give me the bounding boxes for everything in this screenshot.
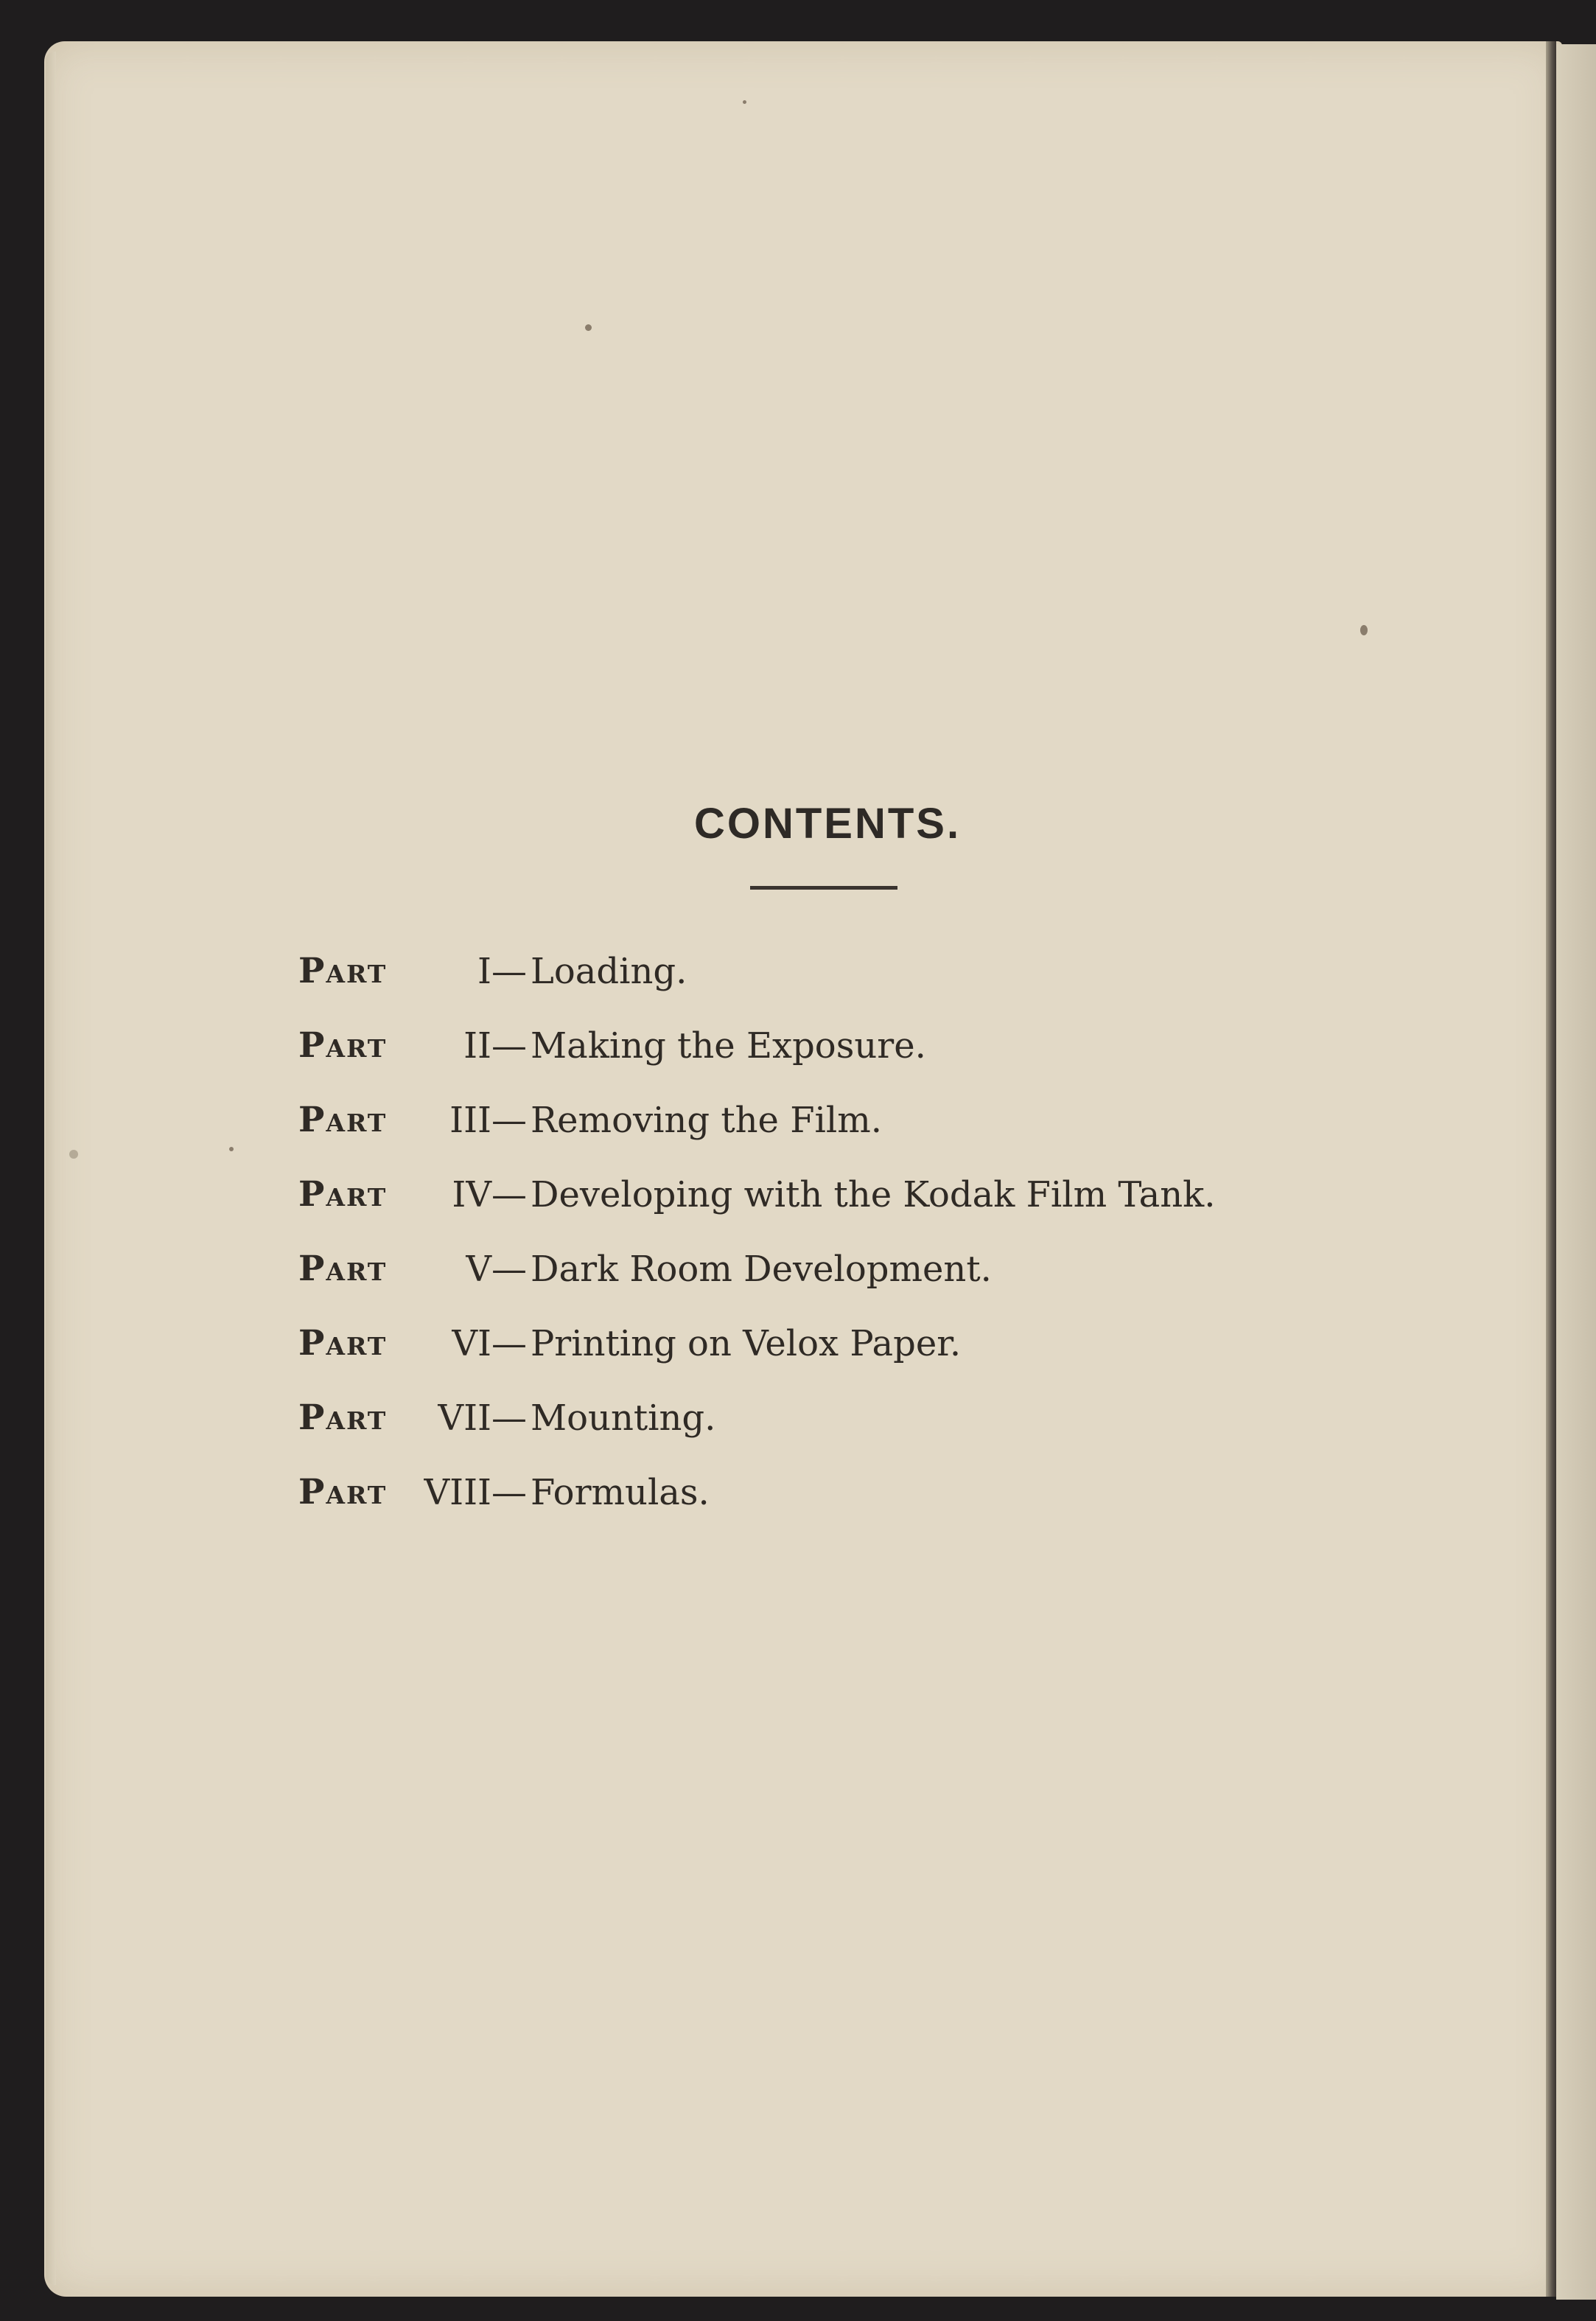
paper-speck — [69, 1150, 78, 1159]
toc-part-label: Part — [298, 1025, 388, 1066]
paper-speck — [585, 324, 592, 331]
toc-part-title: Formulas. — [531, 1472, 710, 1513]
toc-entry — [298, 1174, 1404, 1249]
toc-part-number: I— — [477, 951, 527, 992]
toc-part-label: Part — [298, 951, 388, 991]
toc-part-label: Part — [298, 1472, 388, 1512]
toc-part-title: Dark Room Development. — [531, 1249, 992, 1290]
table-of-contents — [298, 951, 1404, 1546]
toc-entry — [298, 951, 1404, 1025]
heading-rule — [750, 886, 897, 890]
toc-entry — [298, 1472, 1404, 1546]
toc-part-title: Loading. — [531, 951, 687, 992]
paper-speck — [229, 1147, 234, 1151]
book-gutter — [1546, 41, 1556, 2297]
toc-part-title: Removing the Film. — [531, 1100, 882, 1141]
paper-speck — [743, 100, 746, 104]
toc-part-number: VII— — [438, 1397, 527, 1439]
toc-part-label: Part — [298, 1323, 388, 1364]
paper-speck — [1360, 625, 1368, 635]
next-page-edge — [1556, 44, 1596, 2300]
toc-entry — [298, 1397, 1404, 1472]
toc-part-number: V— — [466, 1249, 527, 1290]
toc-part-label: Part — [298, 1174, 388, 1215]
toc-part-label: Part — [298, 1397, 388, 1438]
toc-entry — [298, 1323, 1404, 1397]
toc-part-number: IV— — [452, 1174, 527, 1215]
toc-part-label: Part — [298, 1100, 388, 1140]
toc-part-number: II— — [463, 1025, 527, 1067]
page-edge — [46, 52, 56, 2285]
toc-part-title: Making the Exposure. — [531, 1025, 926, 1067]
toc-part-number: III— — [449, 1100, 527, 1141]
toc-entry — [298, 1100, 1404, 1174]
toc-entry — [298, 1249, 1404, 1323]
toc-part-number: VI— — [452, 1323, 527, 1364]
toc-part-label: Part — [298, 1249, 388, 1289]
toc-part-title: Developing with the Kodak Film Tank. — [531, 1174, 1216, 1215]
toc-part-number: VIII— — [424, 1472, 527, 1513]
toc-part-title: Printing on Velox Paper. — [531, 1323, 962, 1364]
toc-entry — [298, 1025, 1404, 1100]
contents-heading: CONTENTS. — [693, 799, 962, 848]
toc-part-title: Mounting. — [531, 1397, 716, 1439]
